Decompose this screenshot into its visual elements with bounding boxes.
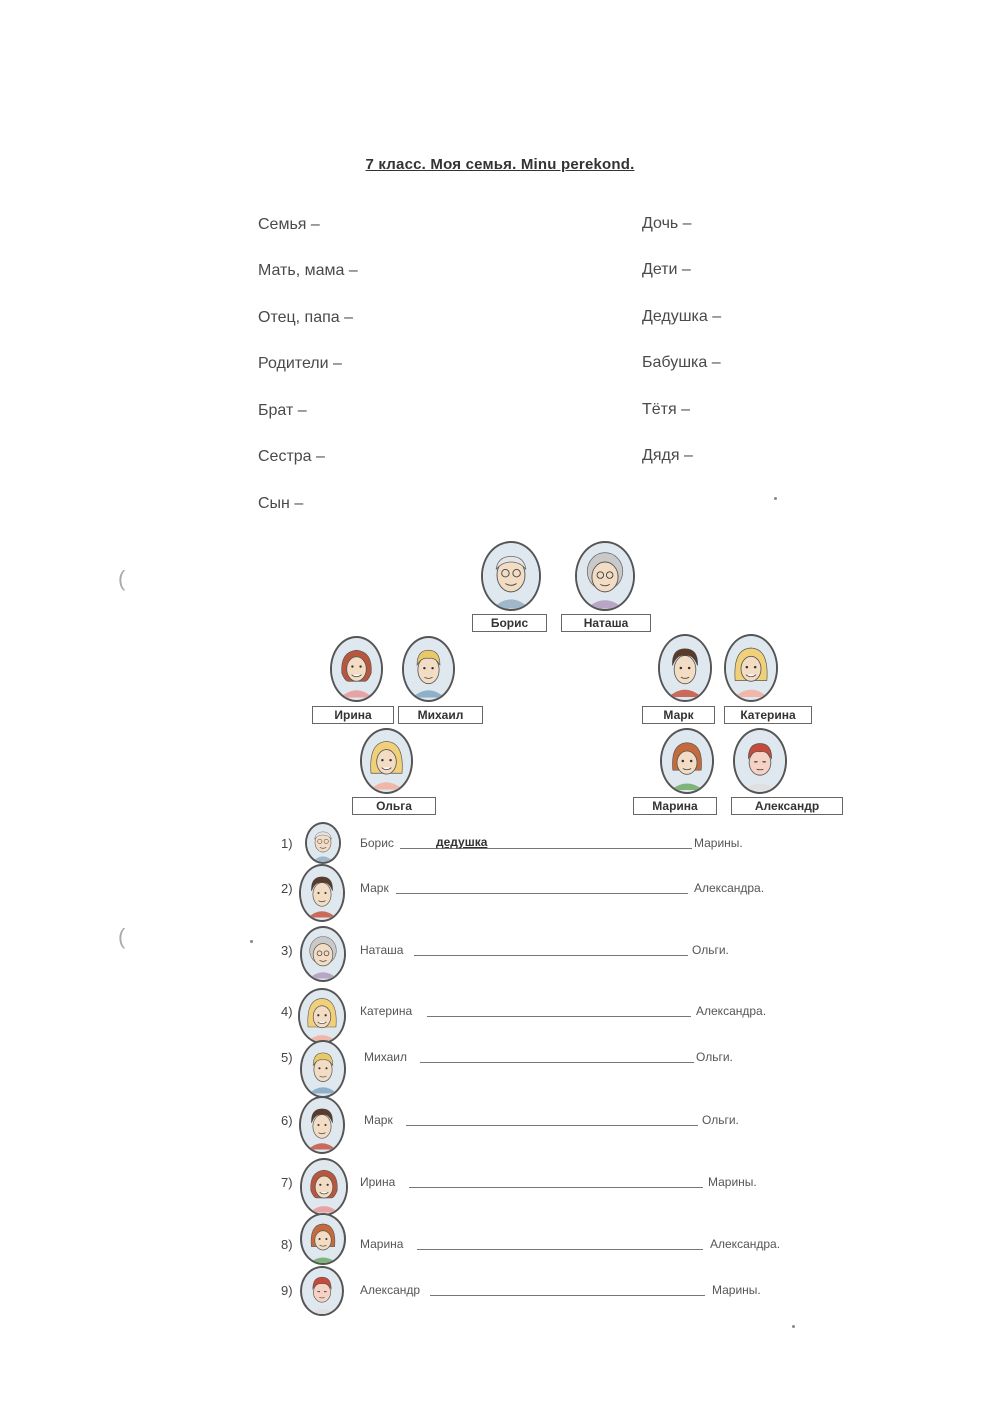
name-label-mark: Марк <box>642 706 715 724</box>
exercise-number: 1) <box>281 836 293 851</box>
exercise-subject: Катерина <box>360 1004 413 1018</box>
exercise-subject: Ирина <box>360 1175 396 1189</box>
exercise-object: Александра. <box>696 1004 767 1018</box>
vocab-item: Бабушка – <box>642 354 721 371</box>
exercise-object: Марины. <box>694 836 743 850</box>
scan-speck <box>250 940 253 943</box>
vocab-item: Дочь – <box>642 215 692 232</box>
name-label-mikhail: Михаил <box>398 706 483 724</box>
exercise-subject: Марина <box>360 1237 404 1251</box>
exercise-object: Александра. <box>710 1237 781 1251</box>
name-label-boris: Борис <box>472 614 547 632</box>
exercise-portrait <box>299 1096 345 1154</box>
exercise-number: 4) <box>281 1004 293 1019</box>
exercise-number: 2) <box>281 881 293 896</box>
scan-speck <box>774 497 777 500</box>
exercise-portrait <box>300 1213 346 1265</box>
exercise-number: 7) <box>281 1175 293 1190</box>
exercise-number: 6) <box>281 1113 293 1128</box>
exercise-subject: Марк <box>364 1113 393 1127</box>
grandfather-portrait <box>481 541 541 611</box>
exercise-portrait <box>299 864 345 922</box>
punch-hole-mark: ( <box>118 924 126 949</box>
exercise-portrait <box>300 1266 344 1316</box>
exercise-subject: Михаил <box>364 1050 407 1064</box>
exercise-object: Александра. <box>694 881 765 895</box>
scan-speck <box>792 1325 795 1328</box>
marina-portrait <box>660 728 714 794</box>
vocab-item: Тётя – <box>642 401 691 418</box>
exercise-number: 9) <box>281 1283 293 1298</box>
answer-line[interactable] <box>430 1295 705 1296</box>
grandmother-portrait <box>575 541 635 611</box>
mark-portrait <box>658 634 712 702</box>
exercise-subject: Марк <box>360 881 389 895</box>
vocab-item: Сын – <box>258 495 304 512</box>
worksheet-title: 7 класс. Моя семья. Minu perekond. <box>365 156 635 173</box>
answer-line[interactable] <box>414 955 688 956</box>
mikhail-portrait <box>402 636 455 702</box>
answer-line[interactable] <box>396 893 688 894</box>
answer-line[interactable] <box>427 1016 691 1017</box>
answer-line[interactable] <box>409 1187 703 1188</box>
name-label-olga: Ольга <box>352 797 436 815</box>
answer-line[interactable] <box>417 1249 703 1250</box>
vocab-item: Дедушка – <box>642 308 722 325</box>
vocab-item: Отец, папа – <box>258 309 354 326</box>
exercise-portrait <box>300 1158 348 1216</box>
name-label-katerina: Катерина <box>724 706 812 724</box>
vocab-item: Брат – <box>258 402 307 419</box>
exercise-subject: Александр <box>360 1283 421 1297</box>
exercise-number: 8) <box>281 1237 293 1252</box>
exercise-portrait <box>300 926 346 982</box>
olga-portrait <box>360 728 413 794</box>
exercise-portrait <box>300 1040 346 1098</box>
exercise-portrait <box>305 822 341 864</box>
name-label-aleksandr: Александр <box>731 797 843 815</box>
exercise-object: Марины. <box>708 1175 757 1189</box>
exercise-subject: Наташа <box>360 943 404 957</box>
answer-line[interactable] <box>420 1062 694 1063</box>
katerina-portrait <box>724 634 778 702</box>
exercise-object: Ольги. <box>692 943 729 957</box>
vocab-item: Семья – <box>258 216 320 233</box>
vocab-item: Сестра – <box>258 448 325 465</box>
answer-line[interactable] <box>406 1125 698 1126</box>
exercise-object: Марины. <box>712 1283 761 1297</box>
vocab-item: Родители – <box>258 355 342 372</box>
name-label-irina: Ирина <box>312 706 394 724</box>
vocab-item: Дядя – <box>642 447 693 464</box>
answer-text: дедушка <box>436 835 488 849</box>
exercise-number: 5) <box>281 1050 293 1065</box>
vocab-item: Мать, мама – <box>258 262 358 279</box>
aleksandr-portrait <box>733 728 787 794</box>
name-label-marina: Марина <box>633 797 717 815</box>
exercise-object: Ольги. <box>696 1050 733 1064</box>
irina-portrait <box>330 636 383 702</box>
exercise-number: 3) <box>281 943 293 958</box>
exercise-subject: Борис <box>360 836 394 850</box>
vocab-item: Дети – <box>642 261 691 278</box>
punch-hole-mark: ( <box>118 566 126 591</box>
name-label-natasha: Наташа <box>561 614 651 632</box>
exercise-portrait <box>298 988 346 1044</box>
exercise-object: Ольги. <box>702 1113 739 1127</box>
